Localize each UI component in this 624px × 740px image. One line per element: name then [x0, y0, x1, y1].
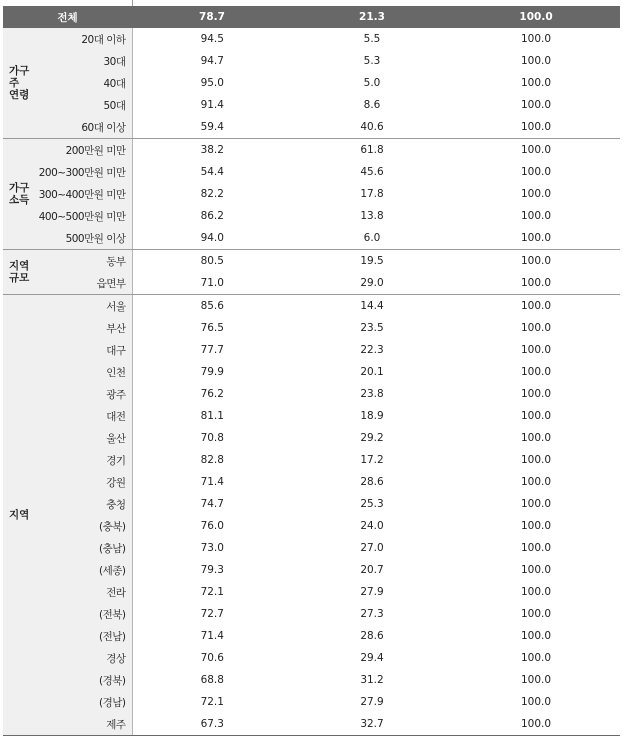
table-row	[3, 183, 620, 205]
value-cell-1: 76.0	[200, 520, 224, 532]
value-cell-1: 73.0	[200, 542, 224, 554]
row-label: 대전	[34, 405, 132, 427]
value-cell-2: 14.4	[360, 300, 384, 312]
value-cell-1: 54.4	[200, 166, 224, 178]
value-cell-3: 100.0	[520, 476, 552, 488]
value-cell-1: 38.2	[200, 144, 224, 156]
value-cell-1: 71.4	[200, 630, 224, 642]
value-cell-1: 76.2	[200, 388, 224, 400]
table-row	[3, 28, 620, 50]
table-row	[3, 116, 620, 139]
total-value-3: 100.0	[452, 6, 620, 28]
value-cell-3: 100.0	[520, 564, 552, 576]
value-cell-2: 29.0	[292, 272, 452, 295]
value-cell-1: 94.7	[200, 55, 224, 67]
group-label: 가구주 연령	[3, 28, 34, 139]
value-cell-2: 29.4	[360, 652, 384, 664]
value-cell-2: 45.6	[360, 166, 384, 178]
value-cell-2: 24.0	[360, 520, 384, 532]
table-row	[3, 537, 620, 559]
table-row	[3, 205, 620, 227]
value-cell-1: 72.7	[200, 608, 224, 620]
statistics-table	[3, 6, 620, 736]
table-row	[3, 227, 620, 250]
row-label: 충청	[34, 493, 132, 515]
row-label: 대구	[34, 339, 132, 361]
row-label: 500만원 이상	[34, 227, 132, 250]
value-cell-3: 100.0	[452, 116, 620, 139]
table-row	[3, 647, 620, 669]
value-cell-3: 100.0	[520, 77, 552, 89]
value-cell-3: 100.0	[520, 432, 552, 444]
table-row	[3, 471, 620, 493]
value-cell-3: 100.0	[520, 674, 552, 686]
table-row	[3, 272, 620, 295]
value-cell-3: 100.0	[520, 586, 552, 598]
row-label: 300~400만원 미만	[34, 183, 132, 205]
value-cell-2: 18.9	[360, 410, 384, 422]
value-cell-1: 74.7	[200, 498, 224, 510]
table-row	[3, 161, 620, 183]
value-cell-2: 20.7	[360, 564, 384, 576]
group-label: 지역 규모	[3, 250, 34, 295]
value-cell-3: 100.0	[520, 33, 552, 45]
row-label: 광주	[34, 383, 132, 405]
value-cell-3: 100.0	[520, 255, 552, 267]
value-cell-3: 100.0	[520, 520, 552, 532]
row-label: 20대 이하	[34, 28, 132, 50]
value-cell-1: 94.0	[132, 227, 292, 250]
value-cell-1: 85.6	[200, 300, 224, 312]
table-row	[3, 559, 620, 581]
value-cell-2: 28.6	[360, 630, 384, 642]
table-row	[3, 603, 620, 625]
value-cell-3: 100.0	[520, 188, 552, 200]
row-label: 400~500만원 미만	[34, 205, 132, 227]
value-cell-3: 100.0	[520, 144, 552, 156]
table-row	[3, 449, 620, 471]
row-label: 동부	[34, 250, 132, 273]
value-cell-3: 100.0	[452, 713, 620, 736]
row-label: 강원	[34, 471, 132, 493]
value-cell-1: 95.0	[200, 77, 224, 89]
total-label: 전체	[3, 6, 132, 28]
value-cell-3: 100.0	[520, 344, 552, 356]
row-label: 200~300만원 미만	[34, 161, 132, 183]
row-label: 울산	[34, 427, 132, 449]
row-label: 부산	[34, 317, 132, 339]
row-label: (경북)	[34, 669, 132, 691]
table-row	[3, 669, 620, 691]
row-label: 읍면부	[34, 272, 132, 295]
row-label: (세종)	[34, 559, 132, 581]
value-cell-2: 5.3	[363, 55, 381, 67]
value-cell-2: 29.2	[360, 432, 384, 444]
value-cell-2: 27.0	[360, 542, 384, 554]
value-cell-1: 80.5	[200, 255, 224, 267]
value-cell-2: 23.8	[360, 388, 384, 400]
value-cell-2: 27.3	[360, 608, 384, 620]
value-cell-2: 6.0	[292, 227, 452, 250]
table-row	[3, 515, 620, 537]
row-label: 60대 이상	[34, 116, 132, 139]
value-cell-1: 71.4	[200, 476, 224, 488]
row-label: 30대	[34, 50, 132, 72]
value-cell-2: 8.6	[363, 99, 381, 111]
table-row	[3, 383, 620, 405]
value-cell-3: 100.0	[452, 227, 620, 250]
value-cell-1: 76.5	[200, 322, 224, 334]
row-label: (충남)	[34, 537, 132, 559]
row-label: 200만원 미만	[34, 139, 132, 162]
value-cell-3: 100.0	[520, 652, 552, 664]
value-cell-3: 100.0	[452, 272, 620, 295]
value-cell-1: 67.3	[132, 713, 292, 736]
total-value-1: 78.7	[132, 6, 292, 28]
table-row	[3, 250, 620, 273]
row-label: 제주	[34, 713, 132, 736]
group-label: 가구 소득	[3, 139, 34, 250]
table-row	[3, 317, 620, 339]
total-value-2: 21.3	[292, 6, 452, 28]
value-cell-2: 22.3	[360, 344, 384, 356]
value-cell-2: 27.9	[360, 586, 384, 598]
table-row	[3, 581, 620, 603]
value-cell-3: 100.0	[520, 99, 552, 111]
value-cell-3: 100.0	[520, 454, 552, 466]
group-label: 지역	[3, 295, 34, 736]
row-label: 50대	[34, 94, 132, 116]
value-cell-3: 100.0	[520, 166, 552, 178]
value-cell-2: 13.8	[360, 210, 384, 222]
value-cell-1: 82.2	[200, 188, 224, 200]
value-cell-1: 72.1	[200, 586, 224, 598]
value-cell-3: 100.0	[520, 55, 552, 67]
value-cell-3: 100.0	[520, 498, 552, 510]
total-row	[3, 6, 620, 28]
value-cell-1: 79.9	[200, 366, 224, 378]
value-cell-1: 70.8	[200, 432, 224, 444]
value-cell-3: 100.0	[520, 696, 552, 708]
value-cell-1: 79.3	[200, 564, 224, 576]
value-cell-2: 17.8	[360, 188, 384, 200]
table-row	[3, 691, 620, 713]
value-cell-1: 82.8	[200, 454, 224, 466]
value-cell-2: 32.7	[292, 713, 452, 736]
table-row	[3, 427, 620, 449]
table-row	[3, 361, 620, 383]
value-cell-3: 100.0	[520, 410, 552, 422]
table-row	[3, 94, 620, 116]
row-label: 전라	[34, 581, 132, 603]
value-cell-2: 40.6	[292, 116, 452, 139]
value-cell-3: 100.0	[520, 630, 552, 642]
value-cell-3: 100.0	[520, 322, 552, 334]
value-cell-3: 100.0	[520, 388, 552, 400]
value-cell-1: 81.1	[200, 410, 224, 422]
row-label: 경기	[34, 449, 132, 471]
table-row	[3, 295, 620, 318]
value-cell-1: 71.0	[132, 272, 292, 295]
value-cell-3: 100.0	[520, 366, 552, 378]
value-cell-3: 100.0	[520, 608, 552, 620]
value-cell-2: 61.8	[360, 144, 384, 156]
value-cell-1: 77.7	[200, 344, 224, 356]
value-cell-3: 100.0	[520, 210, 552, 222]
table-row	[3, 72, 620, 94]
value-cell-1: 86.2	[200, 210, 224, 222]
value-cell-3: 100.0	[520, 542, 552, 554]
value-cell-2: 31.2	[360, 674, 384, 686]
value-cell-2: 27.9	[360, 696, 384, 708]
value-cell-1: 72.1	[200, 696, 224, 708]
table-row	[3, 339, 620, 361]
table-row	[3, 405, 620, 427]
row-label: (전남)	[34, 625, 132, 647]
value-cell-2: 5.0	[363, 77, 381, 89]
value-cell-2: 17.2	[360, 454, 384, 466]
row-label: 서울	[34, 295, 132, 318]
row-label: (전북)	[34, 603, 132, 625]
row-label: (충북)	[34, 515, 132, 537]
table-row	[3, 493, 620, 515]
value-cell-1: 68.8	[200, 674, 224, 686]
value-cell-2: 25.3	[360, 498, 384, 510]
row-label: 인천	[34, 361, 132, 383]
table-body	[3, 6, 620, 736]
value-cell-2: 28.6	[360, 476, 384, 488]
value-cell-1: 59.4	[132, 116, 292, 139]
value-cell-2: 20.1	[360, 366, 384, 378]
value-cell-2: 5.5	[363, 33, 381, 45]
value-cell-2: 19.5	[360, 255, 384, 267]
value-cell-1: 91.4	[200, 99, 224, 111]
table-row	[3, 50, 620, 72]
value-cell-1: 94.5	[200, 33, 224, 45]
value-cell-3: 100.0	[520, 300, 552, 312]
table-row	[3, 625, 620, 647]
row-label: 40대	[34, 72, 132, 94]
row-label: 경상	[34, 647, 132, 669]
value-cell-1: 70.6	[200, 652, 224, 664]
table-row	[3, 139, 620, 162]
table-row	[3, 713, 620, 736]
value-cell-2: 23.5	[360, 322, 384, 334]
row-label: (경남)	[34, 691, 132, 713]
